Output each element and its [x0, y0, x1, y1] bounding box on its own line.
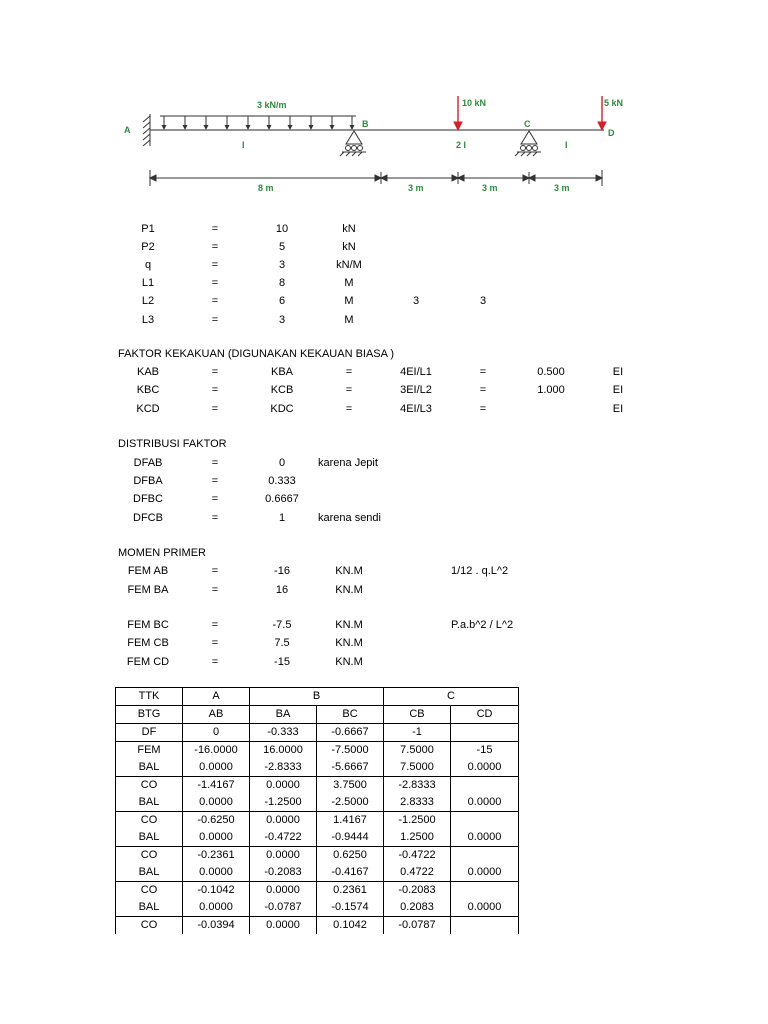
table-row: [116, 777, 519, 795]
dimension-line: [150, 170, 602, 186]
param-row: [0, 275, 768, 291]
table-cell: 0.0000: [183, 899, 250, 917]
node-label-b: B: [362, 119, 369, 129]
fem-name: FEM AB: [127, 565, 169, 577]
stiffness-formula: 3EI/L2: [400, 384, 432, 396]
table-cell: 16.0000: [250, 742, 317, 760]
roller-support-c: [515, 131, 541, 156]
table-row: [116, 829, 519, 847]
table-header-joints: [116, 688, 519, 706]
table-cell: 0: [183, 724, 250, 742]
fem-eq: =: [211, 656, 219, 668]
table-header-members: [116, 706, 519, 724]
dim-label-4: 3 m: [554, 183, 570, 193]
fem-formula: 1/12 . q.L^2: [451, 565, 509, 577]
param-row: [0, 312, 768, 328]
table-cell: -0.2361: [183, 847, 250, 865]
table-row: [116, 812, 519, 830]
table-cell: 1.2500: [384, 829, 451, 847]
df-value: 1: [278, 512, 286, 524]
table-cell: 2.8333: [384, 794, 451, 812]
table-cell: 0.1042: [317, 917, 384, 935]
distribution-row: [0, 455, 768, 471]
load-arrow-head: [225, 125, 230, 130]
load-arrow-head: [246, 125, 251, 130]
param-row: [0, 221, 768, 237]
table-cell: -2.8333: [250, 759, 317, 777]
row-label: CO: [116, 777, 183, 795]
table-cell: 0.2361: [317, 882, 384, 900]
fem-name: FEM CD: [126, 656, 170, 668]
beam-diagram: [0, 0, 768, 200]
param-row: [0, 239, 768, 255]
param-name: L2: [141, 295, 155, 307]
fem-eq: =: [211, 584, 219, 596]
fixed-support-a: [143, 114, 150, 146]
row-label: CO: [116, 917, 183, 935]
table-cell: -0.1042: [183, 882, 250, 900]
header-cell: BC: [317, 706, 384, 724]
section-heading: FAKTOR KEKAKUAN (DIGUNAKAN KEKAUAN BIASA ): [118, 348, 395, 360]
fem-name: FEM CB: [127, 637, 169, 649]
dim-label-1: 8 m: [258, 183, 274, 193]
stiffness-unit: EI: [612, 403, 624, 415]
stiffness-value: 0.500: [537, 366, 565, 378]
dim-label-2: 3 m: [408, 183, 424, 193]
stiffness-eq: =: [479, 366, 487, 378]
table-cell: -0.0787: [384, 917, 451, 935]
row-label: BAL: [116, 829, 183, 847]
fem-row: [0, 617, 768, 633]
param-name: P2: [141, 241, 155, 253]
fem-unit: KN.M: [335, 584, 363, 596]
table-cell: -0.333: [250, 724, 317, 742]
table-cell: [451, 777, 519, 795]
table-cell: -0.4722: [250, 829, 317, 847]
table-cell: 1.4167: [317, 812, 384, 830]
fem-value: -15: [274, 656, 290, 668]
load-arrow-head: [309, 125, 314, 130]
fem-unit: KN.M: [335, 565, 363, 577]
table-cell: -0.9444: [317, 829, 384, 847]
load-arrow-head: [350, 125, 355, 130]
param-value: 5: [278, 241, 286, 253]
param-value: 6: [278, 295, 286, 307]
fem-value: -7.5: [272, 619, 292, 631]
row-label: BAL: [116, 759, 183, 777]
param-eq: =: [211, 277, 219, 289]
table-cell: 0.0000: [250, 812, 317, 830]
df-name: DFBC: [133, 493, 163, 505]
header-cell: TTK: [116, 688, 183, 706]
load-q-label: 3 kN/m: [257, 100, 287, 110]
table-cell: -1.4167: [183, 777, 250, 795]
stiffness-row: [0, 401, 768, 417]
table-cell: -15: [451, 742, 519, 760]
row-label: DF: [116, 724, 183, 742]
table-cell: -0.0394: [183, 917, 250, 935]
stiffness-row: [0, 364, 768, 380]
distribution-row: [0, 491, 768, 507]
df-value: 0.333: [268, 475, 296, 487]
table-row: [116, 917, 519, 935]
header-cell: A: [183, 688, 250, 706]
param-value: 3: [278, 259, 286, 271]
df-eq: =: [211, 493, 219, 505]
section-heading: MOMEN PRIMER: [118, 547, 206, 559]
inertia-label-3: I: [565, 140, 568, 150]
table-row: [116, 724, 519, 742]
df-note: karena sendi: [318, 512, 381, 524]
table-cell: 0.6250: [317, 847, 384, 865]
table-row: [116, 847, 519, 865]
stiffness-pair: KBA: [270, 366, 294, 378]
table-cell: 0.0000: [451, 829, 519, 847]
header-cell: CB: [384, 706, 451, 724]
table-cell: -1.2500: [384, 812, 451, 830]
table-cell: -5.6667: [317, 759, 384, 777]
stiffness-eq: =: [345, 403, 353, 415]
table-cell: 7.5000: [384, 759, 451, 777]
row-label: CO: [116, 882, 183, 900]
stiffness-pair: KDC: [270, 403, 294, 415]
distribution-row: [0, 473, 768, 489]
param-value: 8: [278, 277, 286, 289]
table-cell: [451, 812, 519, 830]
load-arrow-head: [204, 125, 209, 130]
load-arrow-head: [162, 125, 167, 130]
table-cell: 0.0000: [250, 917, 317, 935]
header-cell: B: [250, 688, 384, 706]
moment-distribution-table: [115, 687, 519, 934]
table-cell: -0.2083: [250, 864, 317, 882]
param-eq: =: [211, 314, 219, 326]
header-cell: BA: [250, 706, 317, 724]
table-row: [116, 864, 519, 882]
stiffness-name: KAB: [136, 366, 160, 378]
fem-unit: KN.M: [335, 656, 363, 668]
df-value: 0: [278, 457, 286, 469]
table-cell: 0.0000: [250, 847, 317, 865]
table-row: [116, 759, 519, 777]
fem-row: [0, 635, 768, 651]
table-cell: 0.0000: [250, 777, 317, 795]
stiffness-eq: =: [345, 384, 353, 396]
param-name: q: [144, 259, 152, 271]
stiffness-eq: =: [479, 403, 487, 415]
dim-label-3: 3 m: [482, 183, 498, 193]
param-unit: kN: [342, 241, 356, 253]
fem-eq: =: [211, 565, 219, 577]
stiffness-value: 1.000: [537, 384, 565, 396]
table-row: [116, 794, 519, 812]
table-cell: -7.5000: [317, 742, 384, 760]
param-unit: kN/M: [336, 259, 362, 271]
inertia-label-2: 2 I: [456, 140, 467, 150]
table-cell: -0.4722: [384, 847, 451, 865]
fem-eq: =: [211, 619, 219, 631]
df-value: 0.6667: [265, 493, 299, 505]
distributed-load: [160, 116, 356, 130]
param-eq: =: [211, 295, 219, 307]
table-cell: -0.2083: [384, 882, 451, 900]
df-note: karena Jepit: [318, 457, 378, 469]
header-cell: BTG: [116, 706, 183, 724]
row-label: BAL: [116, 794, 183, 812]
load-p1-label: 10 kN: [462, 98, 487, 108]
stiffness-name: KCD: [136, 403, 160, 415]
table-cell: [451, 882, 519, 900]
fem-row: [0, 654, 768, 670]
table-cell: 0.4722: [384, 864, 451, 882]
param-extra: 3: [479, 295, 487, 307]
stiffness-formula: 4EI/L3: [400, 403, 432, 415]
fem-row: [0, 582, 768, 598]
param-unit: kN: [342, 223, 356, 235]
header-cell: AB: [183, 706, 250, 724]
stiffness-eq: =: [211, 384, 219, 396]
param-value: 10: [275, 223, 289, 235]
param-unit: M: [344, 277, 354, 289]
table-cell: [451, 847, 519, 865]
row-label: CO: [116, 812, 183, 830]
fem-eq: =: [211, 637, 219, 649]
table-cell: 0.0000: [183, 829, 250, 847]
row-label: BAL: [116, 899, 183, 917]
distribution-row: [0, 510, 768, 526]
fem-row: [0, 563, 768, 579]
table-cell: -0.0787: [250, 899, 317, 917]
table-row: [116, 742, 519, 760]
param-eq: =: [211, 259, 219, 271]
fem-unit: KN.M: [335, 637, 363, 649]
header-cell: CD: [451, 706, 519, 724]
table-cell: [451, 917, 519, 935]
param-name: P1: [141, 223, 155, 235]
stiffness-eq: =: [211, 403, 219, 415]
param-unit: M: [344, 314, 354, 326]
fem-formula: P.a.b^2 / L^2: [451, 619, 514, 631]
row-label: BAL: [116, 864, 183, 882]
fem-unit: KN.M: [335, 619, 363, 631]
table-cell: -0.6250: [183, 812, 250, 830]
param-name: L1: [141, 277, 155, 289]
table-cell: -1.2500: [250, 794, 317, 812]
table-cell: 7.5000: [384, 742, 451, 760]
table-cell: 3.7500: [317, 777, 384, 795]
param-name: L3: [141, 314, 155, 326]
param-row: [0, 293, 768, 309]
table-cell: 0.0000: [183, 794, 250, 812]
table-cell: 0.0000: [183, 759, 250, 777]
table-cell: -0.6667: [317, 724, 384, 742]
row-label: CO: [116, 847, 183, 865]
pin-support-b: [340, 131, 366, 156]
load-p2-label: 5 kN: [604, 98, 624, 108]
fem-name: FEM BA: [127, 584, 169, 596]
stiffness-eq: =: [479, 384, 487, 396]
stiffness-pair: KCB: [270, 384, 294, 396]
stiffness-formula: 4EI/L1: [400, 366, 432, 378]
stiffness-eq: =: [345, 366, 353, 378]
section-heading: DISTRIBUSI FAKTOR: [118, 438, 227, 450]
node-label-d: D: [608, 128, 615, 138]
stiffness-row: [0, 382, 768, 398]
load-arrow-head: [267, 125, 272, 130]
df-name: DFCB: [133, 512, 163, 524]
table-cell: 0.2083: [384, 899, 451, 917]
table-cell: -0.1574: [317, 899, 384, 917]
table-cell: 0.0000: [451, 899, 519, 917]
table-cell: [451, 724, 519, 742]
table-cell: 0.0000: [250, 882, 317, 900]
header-cell: C: [384, 688, 519, 706]
table-cell: -2.8333: [384, 777, 451, 795]
load-arrow-head: [288, 125, 293, 130]
table-cell: -16.0000: [183, 742, 250, 760]
df-eq: =: [211, 475, 219, 487]
fem-value: 7.5: [274, 637, 290, 649]
load-arrow-head: [183, 125, 188, 130]
stiffness-eq: =: [211, 366, 219, 378]
table-cell: -1: [384, 724, 451, 742]
fem-value: 16: [275, 584, 289, 596]
table-cell: 0.0000: [451, 864, 519, 882]
param-unit: M: [344, 295, 354, 307]
df-name: DFAB: [133, 457, 163, 469]
table-cell: 0.0000: [451, 794, 519, 812]
param-eq: =: [211, 223, 219, 235]
df-name: DFBA: [133, 475, 163, 487]
param-extra: 3: [412, 295, 420, 307]
load-arrow-head: [330, 125, 335, 130]
node-label-c: C: [524, 119, 531, 129]
stiffness-name: KBC: [136, 384, 160, 396]
table-row: [116, 899, 519, 917]
table-row: [116, 882, 519, 900]
point-load-p1: [454, 96, 462, 130]
inertia-label-1: I: [242, 140, 245, 150]
row-label: FEM: [116, 742, 183, 760]
fem-name: FEM BC: [127, 619, 169, 631]
param-eq: =: [211, 241, 219, 253]
df-eq: =: [211, 512, 219, 524]
table-cell: -2.5000: [317, 794, 384, 812]
param-row: [0, 257, 768, 273]
table-cell: -0.4167: [317, 864, 384, 882]
df-eq: =: [211, 457, 219, 469]
param-value: 3: [278, 314, 286, 326]
table-cell: 0.0000: [183, 864, 250, 882]
fem-value: -16: [274, 565, 290, 577]
stiffness-unit: EI: [612, 384, 624, 396]
stiffness-unit: EI: [612, 366, 624, 378]
table-cell: 0.0000: [451, 759, 519, 777]
node-label-a: A: [124, 125, 131, 135]
